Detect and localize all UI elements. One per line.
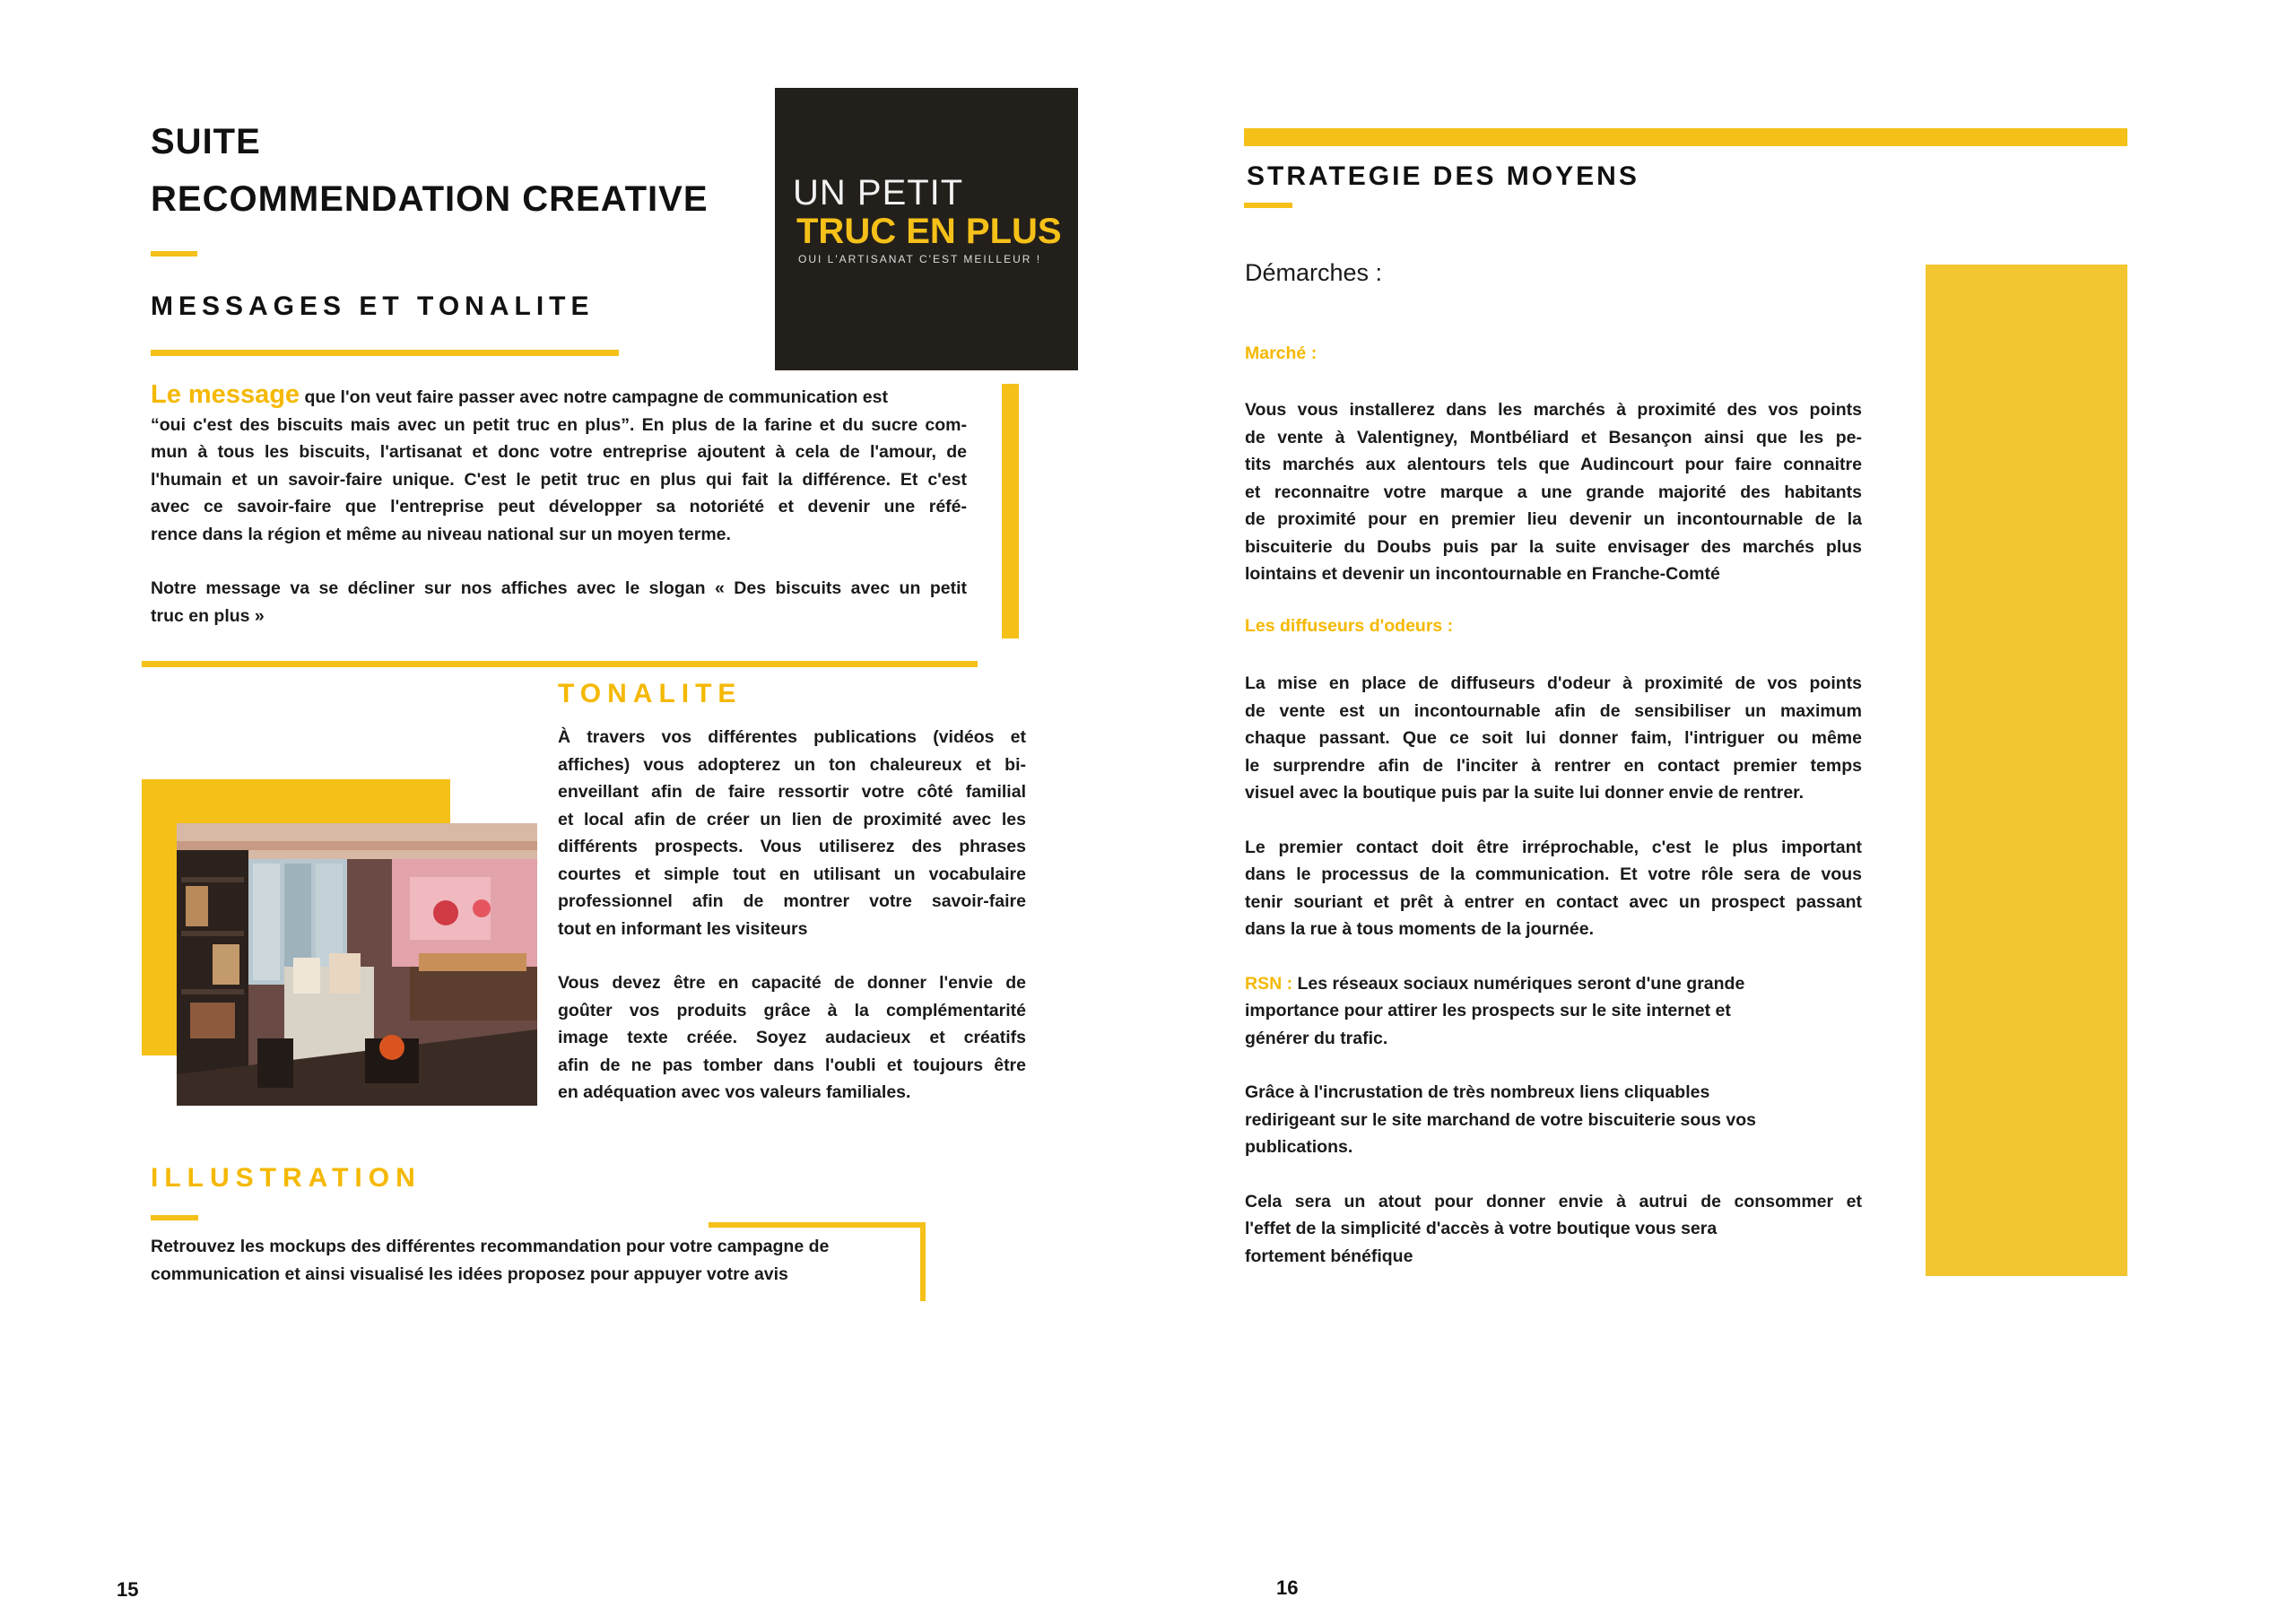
illustration-text — [151, 1233, 922, 1288]
message-line-4: l'humain et un savoir-faire unique. C'est le petit truc en plus qui fait la différence. Et c'est — [151, 469, 967, 490]
logo-tagline: OUI L'ARTISANAT C'EST MEILLEUR ! — [798, 253, 1042, 265]
marche-line: lointains et devenir un incontournable en Franche-Comté — [1245, 564, 1720, 584]
strategy-title: STRATEGIE DES MOYENS — [1247, 161, 1639, 191]
illustration-frame-top — [709, 1222, 926, 1228]
rsn-label: RSN : — [1245, 973, 1293, 994]
page-number-right: 16 — [1276, 1576, 1299, 1599]
tonalite-line: différents prospects. Vous utiliserez des phrases — [558, 837, 1026, 856]
rsn-line-1: Les réseaux sociaux numériques seront d'une grande — [1297, 973, 1745, 994]
marche-line: biscuiterie du Doubs puis par la suite envisager des marchés plus — [1245, 536, 1862, 557]
section-messages-title: MESSAGES ET TONALITE — [151, 291, 595, 321]
tonalite-line: en adéquation avec vos valeurs familiales. — [558, 1082, 911, 1102]
message-sidebar — [1002, 384, 1019, 638]
marche-block — [1245, 396, 1862, 588]
marche-line: de vente à Valentigney, Montbéliard et Besançon ainsi que les pe- — [1245, 427, 1862, 447]
rsn-line: importance pour attirer les prospects sur le site internet et — [1245, 1001, 1731, 1020]
brand-logo — [775, 88, 1078, 370]
message-line-3: mun à tous les biscuits, l'artisanat et donc votre entreprise ajoutent à cela de l'amour, de — [151, 442, 967, 462]
slogan-line-2: truc en plus » — [151, 605, 265, 626]
logo-line2: TRUC EN PLUS — [796, 212, 1062, 251]
diffuseurs-line: La mise en place de diffuseurs d'odeur à proximité de vos points — [1245, 673, 1862, 693]
tonalite-line: enveillant afin de faire ressortir votre côté familial — [558, 782, 1026, 802]
message-line-1: que l'on veut faire passer avec notre campagne de communication est — [304, 387, 888, 407]
contact-line: tenir souriant et prêt à entrer en contact avec un prospect passant — [1245, 891, 1862, 912]
rsn-line — [1245, 970, 1862, 998]
message-lead: Le message — [151, 380, 300, 409]
diffuseurs-line: de vente est un incontournable afin de sensibiliser un maximum — [1245, 700, 1862, 721]
atout-line: Cela sera un atout pour donner envie à autrui de consommer et — [1245, 1191, 1862, 1211]
marche-line: et reconnaitre votre marque a une grande majorité des habitants — [1245, 482, 1862, 502]
illustration-underline — [151, 1215, 198, 1220]
contact-line: Le premier contact doit être irréprochable, c'est le plus important — [1245, 837, 1862, 857]
diffuseurs-line: visuel avec la boutique puis par la suite lui donner envie de rentrer. — [1245, 783, 1805, 803]
slogan-line-1: Notre message va se décliner sur nos affiches avec le slogan « Des biscuits avec un petit — [151, 578, 967, 598]
message-bottom-rule — [142, 661, 978, 667]
rsn-line: générer du trafic. — [1245, 1028, 1388, 1048]
contact-line: dans la rue à tous moments de la journée. — [1245, 919, 1595, 939]
tonalite-line: tout en informant les visiteurs — [558, 918, 808, 939]
marche-label: Marché : — [1245, 343, 1318, 363]
marche-line: Vous vous installerez dans les marchés à proximité des vos points — [1245, 400, 1862, 420]
tonalite-line: professionnel afin de montrer votre savoir-faire — [558, 891, 1026, 911]
tonalite-line: Vous devez être en capacité de donner l'envie de — [558, 973, 1026, 993]
tonalite-block — [558, 724, 1026, 1107]
tonalite-line: image texte créée. Soyez audacieux et créatifs — [558, 1028, 1026, 1047]
message-line-5: avec ce savoir-faire que l'entreprise peut développer sa notoriété et devenir une réfé- — [151, 497, 967, 517]
diffuseurs-label: Les diffuseurs d'odeurs : — [1245, 616, 1454, 636]
atout-line: l'effet de la simplicité d'accès à votre boutique vous sera — [1245, 1219, 1718, 1238]
liens-line: Grâce à l'incrustation de très nombreux liens cliquables — [1245, 1082, 1710, 1102]
tonalite-line: affiches) vous adopterez un ton chaleureux et bi- — [558, 754, 1026, 775]
tonalite-line: et local afin de créer un lien de proximité avec les — [558, 809, 1026, 829]
diffuseurs-line: le surprendre afin de l'inciter à rentrer en contact premier temps — [1245, 755, 1862, 776]
strategy-underline — [1244, 203, 1292, 208]
title-suite: SUITE — [151, 122, 261, 161]
tonalite-line: À travers vos différentes publications (vidéos et — [558, 727, 1026, 747]
diffuseurs-block — [1245, 670, 1862, 1270]
tonalite-line: courtes et simple tout en utilisant un vocabulaire — [558, 864, 1026, 884]
marche-line: tits marchés aux alentours tels que Audincourt pour faire connaitre — [1245, 455, 1862, 474]
message-line-6: rence dans la région et même au niveau national sur un moyen terme. — [151, 524, 731, 544]
strategy-top-bar — [1244, 128, 2127, 146]
title-recommendation: RECOMMENDATION CREATIVE — [151, 179, 709, 219]
illustration-line-1: Retrouvez les mockups des différentes recommandation pour votre campagne de — [151, 1237, 830, 1256]
shop-photo — [177, 823, 537, 1106]
diffuseurs-line: chaque passant. Que ce soit lui donner faim, l'intriguer ou même — [1245, 728, 1862, 748]
section-illustration-title: ILLUSTRATION — [151, 1163, 422, 1193]
messages-underline — [151, 350, 619, 356]
tonalite-line: afin de ne pas tomber dans l'oubli et toujours être — [558, 1055, 1026, 1075]
message-line-2: “oui c'est des biscuits mais avec un petit truc en plus”. En plus de la farine et du sucre com- — [151, 414, 967, 435]
title-underline — [151, 251, 197, 256]
liens-line: redirigeant sur le site marchand de votre biscuiterie sous vos — [1245, 1109, 1757, 1130]
liens-line: publications. — [1245, 1137, 1353, 1157]
contact-line: dans le processus de la communication. Et votre rôle sera de vous — [1245, 864, 1862, 884]
section-tonalite-title: TONALITE — [558, 679, 743, 708]
atout-line: fortement bénéfique — [1245, 1246, 1413, 1266]
illustration-line-2: communication et ainsi visualisé les idées proposez pour appuyer votre avis — [151, 1264, 788, 1284]
tonalite-line: goûter vos produits grâce à la complémentarité — [558, 1000, 1026, 1020]
demarches-heading: Démarches : — [1245, 259, 1383, 286]
message-block — [151, 381, 967, 630]
right-yellow-column — [1926, 265, 2127, 1276]
page-number-left: 15 — [117, 1578, 139, 1601]
marche-line: de proximité pour en premier lieu devenir un incontournable de la — [1245, 509, 1862, 529]
logo-line1: UN PETIT — [793, 173, 964, 213]
